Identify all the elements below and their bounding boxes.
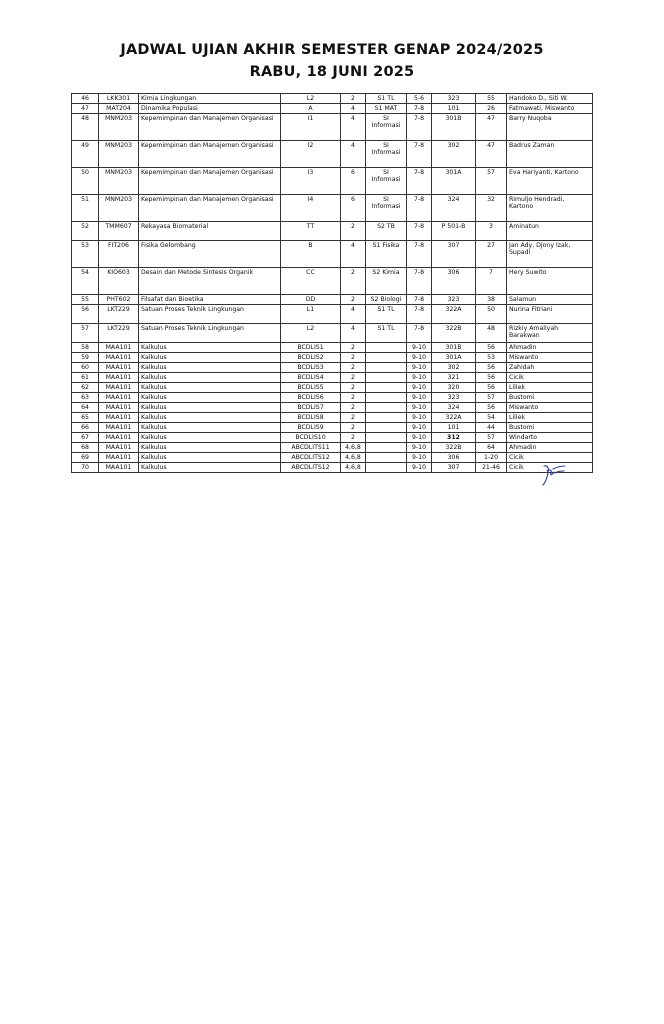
- cell-no: 58: [72, 343, 99, 353]
- cell-course-name: Kalkulus: [139, 363, 281, 373]
- cell-program: S1 TL: [366, 324, 407, 343]
- cell-participants: 64: [476, 443, 507, 453]
- table-row: [72, 195, 593, 222]
- cell-session: 7-8: [407, 324, 432, 343]
- cell-credits: 4: [341, 241, 366, 268]
- table-row: [72, 433, 593, 443]
- cell-session: 7-8: [407, 104, 432, 114]
- cell-room: 322A: [432, 413, 476, 423]
- cell-no: 56: [72, 305, 99, 324]
- cell-course-name: Kalkulus: [139, 373, 281, 383]
- cell-credits: 2: [341, 383, 366, 393]
- cell-no: 61: [72, 373, 99, 383]
- cell-course-code: MNM203: [99, 168, 139, 195]
- cell-lecturer: Fatmawati, Miswanto: [507, 104, 593, 114]
- cell-class: BCDLIS7: [281, 403, 341, 413]
- cell-course-code: KIO603: [99, 268, 139, 295]
- cell-course-code: MAA101: [99, 403, 139, 413]
- cell-room: 101: [432, 423, 476, 433]
- cell-no: 54: [72, 268, 99, 295]
- cell-no: 50: [72, 168, 99, 195]
- cell-no: 48: [72, 114, 99, 141]
- cell-course-name: Fisika Gelombang: [139, 241, 281, 268]
- cell-participants: 21-46: [476, 463, 507, 473]
- cell-room: 321: [432, 373, 476, 383]
- cell-lecturer: Nurina Fitriani: [507, 305, 593, 324]
- cell-participants: 26: [476, 104, 507, 114]
- cell-room: 301B: [432, 114, 476, 141]
- table-row: [72, 104, 593, 114]
- table-row: [72, 413, 593, 423]
- cell-lecturer: Cicik: [507, 463, 593, 473]
- cell-program: SI Informasi: [366, 168, 407, 195]
- cell-course-code: MNM203: [99, 114, 139, 141]
- cell-participants: 47: [476, 141, 507, 168]
- table-row: [72, 241, 593, 268]
- cell-room: 322A: [432, 305, 476, 324]
- cell-credits: 2: [341, 373, 366, 383]
- cell-course-name: Kepemimpinan dan Manajemen Organisasi: [139, 168, 281, 195]
- table-row: [72, 343, 593, 353]
- table-row: [72, 453, 593, 463]
- signature-icon: [540, 463, 568, 487]
- cell-no: 46: [72, 94, 99, 104]
- cell-lecturer: Badrus Zaman: [507, 141, 593, 168]
- cell-credits: 4,6,8: [341, 443, 366, 453]
- cell-no: 49: [72, 141, 99, 168]
- cell-credits: 2: [341, 268, 366, 295]
- cell-program: [366, 413, 407, 423]
- cell-credits: 6: [341, 168, 366, 195]
- cell-class: DD: [281, 295, 341, 305]
- cell-course-code: MAA101: [99, 423, 139, 433]
- cell-credits: 2: [341, 353, 366, 363]
- table-row: [72, 353, 593, 363]
- cell-class: BCDLIS4: [281, 373, 341, 383]
- cell-course-code: LKK301: [99, 94, 139, 104]
- cell-participants: 32: [476, 195, 507, 222]
- cell-lecturer: Handoko D., Siti W.: [507, 94, 593, 104]
- cell-course-code: PHT602: [99, 295, 139, 305]
- cell-participants: 50: [476, 305, 507, 324]
- cell-program: S1 MAT: [366, 104, 407, 114]
- cell-program: S2 TB: [366, 222, 407, 241]
- cell-no: 55: [72, 295, 99, 305]
- cell-participants: 1-20: [476, 453, 507, 463]
- cell-course-code: MAA101: [99, 353, 139, 363]
- cell-participants: 56: [476, 343, 507, 353]
- table-row: [72, 94, 593, 104]
- cell-session: 7-8: [407, 268, 432, 295]
- cell-credits: 2: [341, 413, 366, 423]
- cell-program: S1 Fisika: [366, 241, 407, 268]
- cell-course-code: MAA101: [99, 373, 139, 383]
- exam-schedule-table: [71, 93, 593, 473]
- cell-class: BCDLIS1: [281, 343, 341, 353]
- cell-course-name: Kalkulus: [139, 383, 281, 393]
- cell-room: 301B: [432, 343, 476, 353]
- cell-no: 69: [72, 453, 99, 463]
- cell-lecturer: Windarto: [507, 433, 593, 443]
- cell-room: P 501-B: [432, 222, 476, 241]
- cell-credits: 4: [341, 114, 366, 141]
- cell-room: 312: [432, 433, 476, 443]
- cell-room: 323: [432, 94, 476, 104]
- cell-class: BCDLIS9: [281, 423, 341, 433]
- cell-course-name: Kalkulus: [139, 423, 281, 433]
- cell-lecturer: Salamun: [507, 295, 593, 305]
- cell-program: [366, 423, 407, 433]
- cell-participants: 57: [476, 168, 507, 195]
- cell-class: BCDLIS8: [281, 413, 341, 423]
- cell-class: I3: [281, 168, 341, 195]
- cell-session: 7-8: [407, 222, 432, 241]
- table-row: [72, 373, 593, 383]
- cell-course-code: LKT229: [99, 324, 139, 343]
- cell-room: 324: [432, 195, 476, 222]
- cell-credits: 2: [341, 343, 366, 353]
- cell-no: 51: [72, 195, 99, 222]
- cell-program: S2 Biologi: [366, 295, 407, 305]
- cell-room: 307: [432, 241, 476, 268]
- cell-no: 67: [72, 433, 99, 443]
- cell-course-code: LKT229: [99, 305, 139, 324]
- cell-session: 9-10: [407, 373, 432, 383]
- cell-credits: 2: [341, 433, 366, 443]
- cell-room: 101: [432, 104, 476, 114]
- cell-course-name: Kalkulus: [139, 393, 281, 403]
- cell-participants: 47: [476, 114, 507, 141]
- table-row: [72, 222, 593, 241]
- cell-no: 59: [72, 353, 99, 363]
- cell-no: 62: [72, 383, 99, 393]
- cell-credits: 4: [341, 305, 366, 324]
- cell-room: 322B: [432, 443, 476, 453]
- cell-program: [366, 353, 407, 363]
- table-row: [72, 324, 593, 343]
- cell-no: 65: [72, 413, 99, 423]
- cell-no: 53: [72, 241, 99, 268]
- cell-lecturer: Liliek: [507, 383, 593, 393]
- cell-credits: 4: [341, 324, 366, 343]
- cell-room: 301A: [432, 168, 476, 195]
- cell-program: [366, 403, 407, 413]
- table-row: [72, 403, 593, 413]
- cell-room: 301A: [432, 353, 476, 363]
- cell-room: 302: [432, 363, 476, 373]
- cell-no: 57: [72, 324, 99, 343]
- table-row: [72, 393, 593, 403]
- cell-session: 7-8: [407, 168, 432, 195]
- cell-course-code: MAA101: [99, 453, 139, 463]
- cell-lecturer: Ahmadin: [507, 443, 593, 453]
- table-row: [72, 383, 593, 393]
- cell-session: 9-10: [407, 343, 432, 353]
- cell-program: [366, 463, 407, 473]
- cell-lecturer: Eva Hariyanti, Kartono: [507, 168, 593, 195]
- cell-course-code: MNM203: [99, 195, 139, 222]
- table-row: [72, 168, 593, 195]
- cell-credits: 2: [341, 222, 366, 241]
- cell-no: 60: [72, 363, 99, 373]
- cell-course-code: TMM607: [99, 222, 139, 241]
- cell-course-name: Dinamika Populasi: [139, 104, 281, 114]
- cell-room: 307: [432, 463, 476, 473]
- cell-program: SI Informasi: [366, 141, 407, 168]
- cell-course-name: Kalkulus: [139, 413, 281, 423]
- schedule-rows: [72, 94, 593, 473]
- cell-room: 323: [432, 295, 476, 305]
- cell-program: S1 TL: [366, 94, 407, 104]
- cell-course-name: Kepemimpinan dan Manajemen Organisasi: [139, 114, 281, 141]
- cell-course-name: Satuan Proses Teknik Lingkungan: [139, 305, 281, 324]
- cell-course-name: Satuan Proses Teknik Lingkungan: [139, 324, 281, 343]
- cell-course-code: MAA101: [99, 463, 139, 473]
- cell-course-name: Kalkulus: [139, 353, 281, 363]
- cell-session: 7-8: [407, 305, 432, 324]
- cell-lecturer: Aminatun: [507, 222, 593, 241]
- cell-session: 9-10: [407, 443, 432, 453]
- cell-course-code: MAA101: [99, 443, 139, 453]
- cell-no: 63: [72, 393, 99, 403]
- cell-course-code: FIT206: [99, 241, 139, 268]
- cell-program: [366, 363, 407, 373]
- cell-program: S2 Kimia: [366, 268, 407, 295]
- cell-session: 7-8: [407, 114, 432, 141]
- table-row: [72, 443, 593, 453]
- cell-credits: 2: [341, 403, 366, 413]
- page-title: JADWAL UJIAN AKHIR SEMESTER GENAP 2024/2025: [120, 42, 544, 58]
- cell-no: 66: [72, 423, 99, 433]
- cell-session: 9-10: [407, 453, 432, 463]
- table-row: [72, 141, 593, 168]
- cell-participants: 7: [476, 268, 507, 295]
- cell-session: 7-8: [407, 195, 432, 222]
- cell-program: SI Informasi: [366, 195, 407, 222]
- cell-class: TT: [281, 222, 341, 241]
- cell-session: 9-10: [407, 353, 432, 363]
- cell-session: 9-10: [407, 393, 432, 403]
- cell-course-code: MAA101: [99, 413, 139, 423]
- cell-credits: 4: [341, 104, 366, 114]
- cell-lecturer: Liliek: [507, 413, 593, 423]
- cell-session: 7-8: [407, 295, 432, 305]
- cell-participants: 53: [476, 353, 507, 363]
- cell-session: 5-6: [407, 94, 432, 104]
- cell-session: 9-10: [407, 423, 432, 433]
- cell-lecturer: Cicik: [507, 373, 593, 383]
- cell-course-name: Kalkulus: [139, 453, 281, 463]
- cell-room: 306: [432, 268, 476, 295]
- cell-lecturer: Barry Nuqoba: [507, 114, 593, 141]
- table-row: [72, 363, 593, 373]
- cell-program: [366, 453, 407, 463]
- cell-program: [366, 443, 407, 453]
- cell-course-name: Kalkulus: [139, 433, 281, 443]
- cell-participants: 54: [476, 413, 507, 423]
- cell-participants: 56: [476, 363, 507, 373]
- cell-class: BCDLIS10: [281, 433, 341, 443]
- cell-class: BCDLIS6: [281, 393, 341, 403]
- cell-session: 9-10: [407, 383, 432, 393]
- cell-session: 9-10: [407, 403, 432, 413]
- cell-class: I1: [281, 114, 341, 141]
- cell-class: B: [281, 241, 341, 268]
- cell-participants: 27: [476, 241, 507, 268]
- cell-credits: 4,6,8: [341, 453, 366, 463]
- cell-participants: 38: [476, 295, 507, 305]
- cell-course-code: MAA101: [99, 393, 139, 403]
- cell-no: 64: [72, 403, 99, 413]
- cell-course-name: Rekayasa Biomaterial: [139, 222, 281, 241]
- cell-class: L2: [281, 94, 341, 104]
- cell-participants: 55: [476, 94, 507, 104]
- cell-participants: 57: [476, 393, 507, 403]
- table-row: [72, 268, 593, 295]
- cell-room: 323: [432, 393, 476, 403]
- cell-class: BCDLIS3: [281, 363, 341, 373]
- cell-course-code: MNM203: [99, 141, 139, 168]
- cell-lecturer: Miswanto: [507, 403, 593, 413]
- cell-class: ABCDLITS11: [281, 443, 341, 453]
- cell-participants: 44: [476, 423, 507, 433]
- cell-program: [366, 433, 407, 443]
- cell-course-name: Kalkulus: [139, 443, 281, 453]
- cell-lecturer: Bustomi: [507, 423, 593, 433]
- cell-program: [366, 393, 407, 403]
- cell-course-name: Kimia Lingkungan: [139, 94, 281, 104]
- cell-no: 47: [72, 104, 99, 114]
- cell-participants: 48: [476, 324, 507, 343]
- cell-lecturer: Zahidah: [507, 363, 593, 373]
- cell-credits: 2: [341, 393, 366, 403]
- cell-lecturer: Bustomi: [507, 393, 593, 403]
- cell-lecturer: Jan Ady, Djony Izak, Supadi: [507, 241, 593, 268]
- cell-class: CC: [281, 268, 341, 295]
- cell-credits: 4,6,8: [341, 463, 366, 473]
- cell-class: ABCDLITS12: [281, 453, 341, 463]
- cell-lecturer: Hery Suwito: [507, 268, 593, 295]
- cell-program: SI Informasi: [366, 114, 407, 141]
- table-row: [72, 423, 593, 433]
- table-row: [72, 305, 593, 324]
- page-subtitle: RABU, 18 JUNI 2025: [249, 64, 415, 80]
- cell-participants: 56: [476, 403, 507, 413]
- cell-lecturer: Rizkiy Amaliyah Barakwan: [507, 324, 593, 343]
- cell-no: 68: [72, 443, 99, 453]
- cell-course-name: Desain dan Metode Sintesis Organik: [139, 268, 281, 295]
- cell-course-name: Kalkulus: [139, 403, 281, 413]
- cell-room: 302: [432, 141, 476, 168]
- cell-credits: 2: [341, 94, 366, 104]
- cell-course-code: MAA101: [99, 433, 139, 443]
- cell-program: [366, 343, 407, 353]
- cell-course-name: Kalkulus: [139, 343, 281, 353]
- cell-course-name: Kalkulus: [139, 463, 281, 473]
- cell-lecturer: Ahmadin: [507, 343, 593, 353]
- cell-session: 7-8: [407, 141, 432, 168]
- cell-class: I2: [281, 141, 341, 168]
- cell-class: A: [281, 104, 341, 114]
- cell-lecturer: Miswanto: [507, 353, 593, 363]
- cell-course-code: MAA101: [99, 383, 139, 393]
- cell-session: 7-8: [407, 241, 432, 268]
- cell-session: 9-10: [407, 413, 432, 423]
- cell-program: S1 TL: [366, 305, 407, 324]
- cell-class: L1: [281, 305, 341, 324]
- cell-credits: 4: [341, 141, 366, 168]
- cell-class: I4: [281, 195, 341, 222]
- cell-no: 52: [72, 222, 99, 241]
- cell-class: BCDLIS2: [281, 353, 341, 363]
- table-row: [72, 295, 593, 305]
- cell-credits: 2: [341, 363, 366, 373]
- cell-class: L2: [281, 324, 341, 343]
- cell-participants: 57: [476, 433, 507, 443]
- cell-participants: 3: [476, 222, 507, 241]
- cell-credits: 2: [341, 423, 366, 433]
- cell-session: 9-10: [407, 433, 432, 443]
- cell-lecturer: Rimuljo Hendradi, Kartono: [507, 195, 593, 222]
- cell-no: 70: [72, 463, 99, 473]
- cell-credits: 2: [341, 295, 366, 305]
- cell-room: 324: [432, 403, 476, 413]
- table-row: [72, 463, 593, 473]
- cell-room: 306: [432, 453, 476, 463]
- cell-program: [366, 373, 407, 383]
- cell-program: [366, 383, 407, 393]
- cell-course-name: Filsafat dan Bioetika: [139, 295, 281, 305]
- cell-course-code: MAT204: [99, 104, 139, 114]
- cell-course-code: MAA101: [99, 343, 139, 353]
- cell-class: ABCDLITS12: [281, 463, 341, 473]
- cell-session: 9-10: [407, 363, 432, 373]
- cell-class: BCDLIS5: [281, 383, 341, 393]
- table-row: [72, 114, 593, 141]
- cell-participants: 56: [476, 373, 507, 383]
- cell-credits: 6: [341, 195, 366, 222]
- cell-course-name: Kepemimpinan dan Manajemen Organisasi: [139, 141, 281, 168]
- cell-lecturer: Cicik: [507, 453, 593, 463]
- cell-course-name: Kepemimpinan dan Manajemen Organisasi: [139, 195, 281, 222]
- cell-room: 320: [432, 383, 476, 393]
- cell-course-code: MAA101: [99, 363, 139, 373]
- cell-participants: 56: [476, 383, 507, 393]
- cell-session: 9-10: [407, 463, 432, 473]
- cell-room: 322B: [432, 324, 476, 343]
